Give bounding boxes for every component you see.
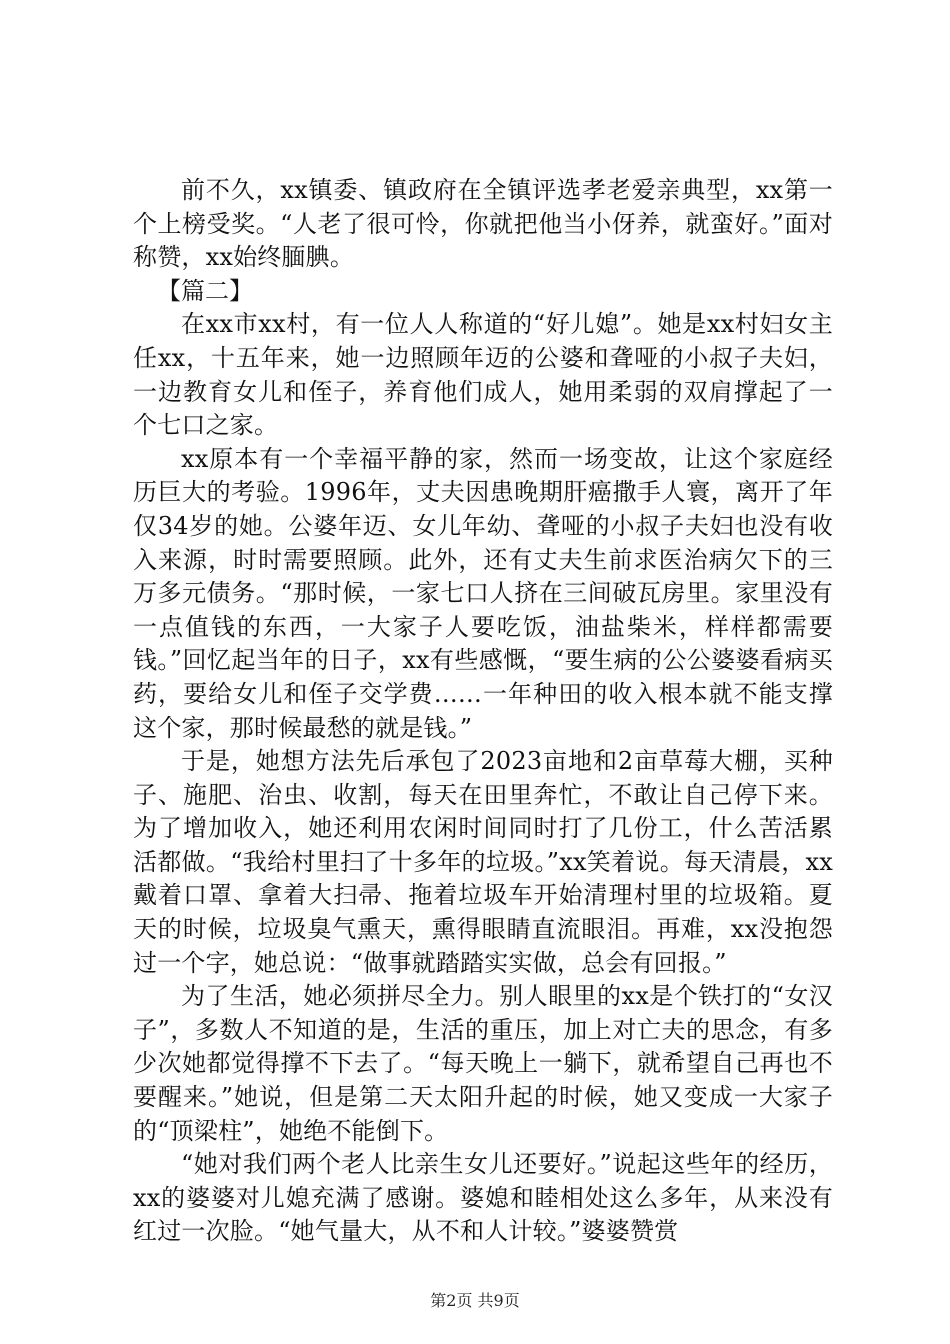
paragraph-mother-in-law: “她对我们两个老人比亲生女儿还要好。”说起这些年的经历，xx的婆婆对儿媳充满了感谢。婆媳和睦相处这么多年，从来没有红过一次脸。“她气量大，从不和人计较。”婆婆赞赏 [133,1150,833,1246]
section-heading: 【篇二】 [157,276,253,305]
paragraph-struggle: 为了生活，她必须拼尽全力。别人眼里的xx是个铁打的“女汉子”，多数人不知道的是，生活的重压，加上对亡夫的思念，有多少次她都觉得撑不下去了。“每天晚上一躺下，就希望自己再也不要醒来。”她说，但是第二天太阳升起的时候，她又变成一大家子的“顶梁柱”，她绝不能倒下。 [133,982,833,1145]
page-number-footer: 第2页 共9页 [430,1291,520,1310]
paragraph-intro: 在xx市xx村，有一位人人称道的“好儿媳”。她是xx村妇女主任xx，十五年来，她一边照顾年迈的公婆和聋哑的小叔子夫妇，一边教育女儿和侄子，养育他们成人，她用柔弱的双肩撑起了一个七口之家。 [133,310,833,440]
paragraph-award: 前不久，xx镇委、镇政府在全镇评选孝老爱亲典型，xx第一个上榜受奖。“人老了很可怜，你就把他当小伢养，就蛮好。”面对称赞，xx始终腼腆。 [133,176,833,272]
document-body [133,174,833,1249]
paragraph-hardship: xx原本有一个幸福平静的家，然而一场变故，让这个家庭经历巨大的考验。1996年，丈夫因患晚期肝癌撒手人寰，离开了年仅34岁的她。公婆年迈、女儿年幼、聋哑的小叔子夫妇也没有收入来源，时时需要照顾。此外，还有丈夫生前求医治病欠下的三万多元债务。“那时候，一家七口人挤在三间破瓦房里。家里没有一点值钱的东西，一大家子人要吃饭，油盐柴米，样样都需要钱。”回忆起当年的日子，xx有些感慨，“要生病的公公婆婆看病买药，要给女儿和侄子交学费……一年种田的收入根本就不能支撑这个家，那时候最愁的就是钱。” [133,444,833,742]
paragraph-work: 于是，她想方法先后承包了2023亩地和2亩草莓大棚，买种子、施肥、治虫、收割，每天在田里奔忙，不敢让自己停下来。为了增加收入，她还利用农闲时间同时打了几份工，什么苦活累活都做。“我给村里扫了十多年的垃圾。”xx笑着说。每天清晨，xx戴着口罩、拿着大扫帚、拖着垃圾车开始清理村里的垃圾箱。夏天的时候，垃圾臭气熏天，熏得眼睛直流眼泪。再难，xx没抱怨过一个字，她总说：“做事就踏踏实实做，总会有回报。” [133,747,833,977]
